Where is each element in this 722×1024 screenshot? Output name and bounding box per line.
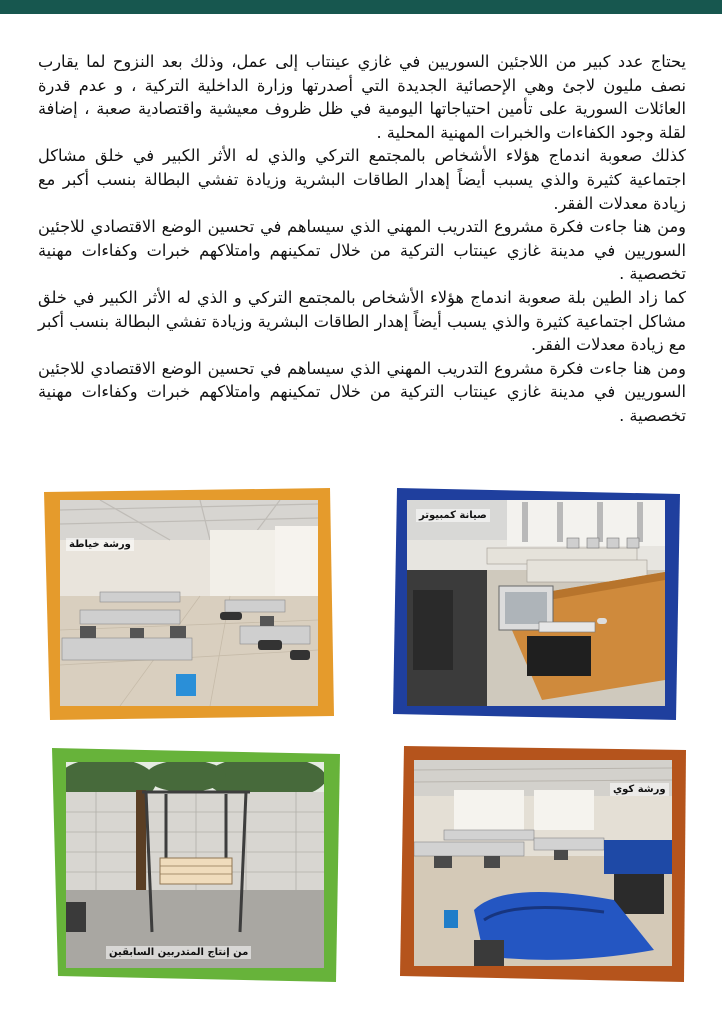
article-body (38, 50, 686, 428)
swing-photo (66, 762, 324, 968)
ironing-caption: ورشة كوي (610, 783, 669, 796)
paragraph-1: يحتاج عدد كبير من اللاجئين السوريين في غازي عينتاب إلى عمل، وذلك بعد النزوح لما يقارب نصف مليون لاجئ وهي الإحصائية الجديدة التي أصدرتها وزارة الداخلية التركية ، و عدم قدرة العائلات السورية على تأمين احتياجاتها اليومية في ظل ظروف معيشية واقتصادية صعبة ، إضافة لقلة وجود الكفاءات والخبرات المهنية المحلية . (38, 52, 686, 142)
top-bar (0, 0, 722, 14)
sewing-caption: ورشة خياطة (66, 538, 134, 551)
sewing-workshop-photo (60, 500, 318, 706)
paragraph-5: ومن هنا جاءت فكرة مشروع التدريب المهني الذي سيساهم في تحسين الوضع الاقتصادي للاجئين السوريين في مدينة غازي عينتاب التركية من خلال تمكينهم وامتلاكهم خبرات وكفاءات مهنية تخصصية . (38, 358, 686, 425)
paragraph-3: ومن هنا جاءت فكرة مشروع التدريب المهني الذي سيساهم في تحسين الوضع الاقتصادي للاجئين السوريين في مدينة غازي عينتاب التركية من خلال تمكينهم وامتلاكهم خبرات وكفاءات مهنية تخصصية . (38, 217, 686, 284)
paragraph-4: كما زاد الطين بلة صعوبة اندماج هؤلاء الأشخاص بالمجتمع التركي و الذي له الأثر الكبير في خلق مشاكل اجتماعية كثيرة والذي يسبب أيضاً إهدار الطاقات البشرية وزيادة تفشي البطالة بنسب أكبر مع زيادة معدلات الفقر. (38, 287, 686, 355)
computer-caption: صيانة كمبيوتر (416, 509, 490, 522)
paragraph-2: كذلك صعوبة اندماج هؤلاء الأشخاص بالمجتمع التركي والذي له الأثر الكبير في خلق مشاكل اجتماعية كثيرة والذي يسبب أيضاً إهدار الطاقات البشرية وزيادة تفشي البطالة بنسب أكبر مع زيادة معدلات الفقر. (38, 146, 686, 213)
swing-caption: من إنتاج المتدربين السابقين (106, 946, 251, 959)
computer-workshop-photo (407, 500, 665, 706)
